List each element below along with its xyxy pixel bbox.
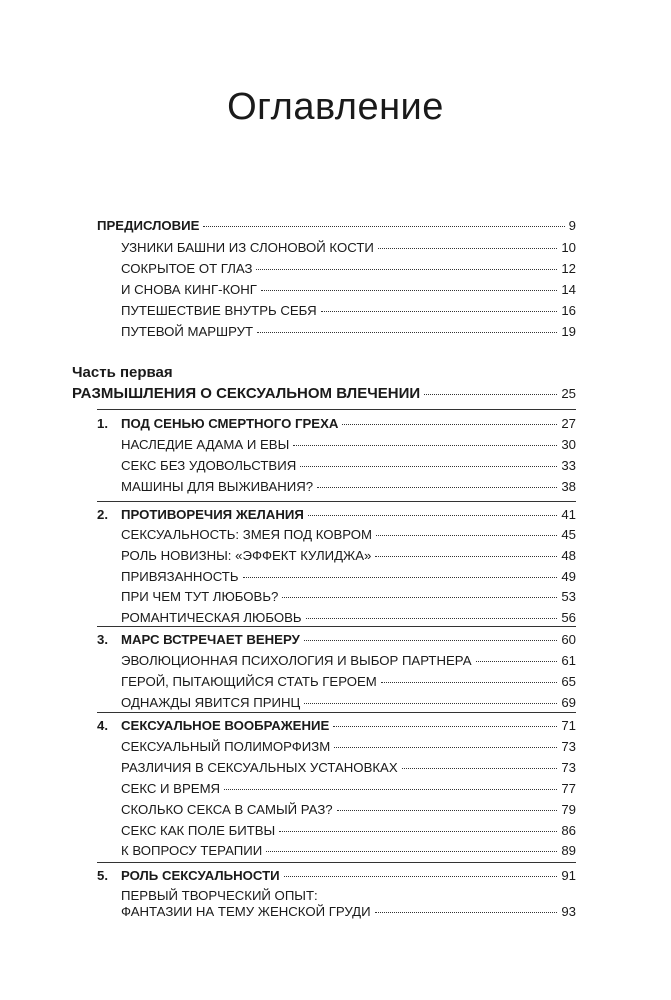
toc-entry-page: 9: [568, 218, 576, 233]
dot-leader: [304, 703, 557, 704]
chapter-title: РОЛЬ СЕКСУАЛЬНОСТИ: [121, 868, 280, 883]
toc-entry-page: 38: [561, 479, 576, 494]
toc-entry[interactable]: [121, 843, 576, 859]
toc-entry-label: ЭВОЛЮЦИОННАЯ ПСИХОЛОГИЯ И ВЫБОР ПАРТНЕРА: [121, 653, 472, 668]
dot-leader: [261, 290, 557, 291]
dot-leader: [293, 445, 557, 446]
toc-entry-label: ПРИ ЧЕМ ТУТ ЛЮБОВЬ?: [121, 589, 279, 604]
toc-entry-page: 27: [561, 416, 576, 431]
toc-entry-page: 49: [561, 569, 576, 584]
toc-entry[interactable]: [121, 589, 576, 605]
chapter-number: 4.: [97, 718, 108, 733]
dot-leader: [257, 332, 557, 333]
toc-entry[interactable]: [121, 823, 576, 839]
toc-entry[interactable]: [121, 802, 576, 818]
toc-entry-page: 53: [561, 589, 576, 604]
toc-entry[interactable]: [121, 458, 576, 474]
part-title: РАЗМЫШЛЕНИЯ О СЕКСУАЛЬНОМ ВЛЕЧЕНИИ: [72, 385, 421, 402]
toc-entry-label: СЕКСУАЛЬНОСТЬ: ЗМЕЯ ПОД КОВРОМ: [121, 527, 373, 542]
toc-entry-page: 14: [561, 282, 576, 297]
toc-entry[interactable]: [121, 437, 576, 453]
dot-leader: [256, 269, 557, 270]
toc-entry-label: СЕКС И ВРЕМЯ: [121, 781, 221, 796]
toc-entry-label: СЕКСУАЛЬНЫЙ ПОЛИМОРФИЗМ: [121, 739, 331, 754]
dot-leader: [317, 487, 557, 488]
toc-entry-page: 12: [561, 261, 576, 276]
dot-leader: [402, 768, 558, 769]
toc-entry-label: МАШИНЫ ДЛЯ ВЫЖИВАНИЯ?: [121, 479, 314, 494]
dot-leader: [284, 876, 558, 877]
toc-entry-label: К ВОПРОСУ ТЕРАПИИ: [121, 843, 263, 858]
toc-entry-page: 77: [561, 781, 576, 796]
divider: [97, 712, 576, 713]
toc-entry-label: РОЛЬ НОВИЗНЫ: «ЭФФЕКТ КУЛИДЖА»: [121, 548, 372, 563]
toc-entry-label: СОКРЫТОЕ ОТ ГЛАЗ: [121, 261, 253, 276]
chapter-title: ПОД СЕНЬЮ СМЕРТНОГО ГРЕХА: [121, 416, 339, 431]
toc-entry[interactable]: [121, 569, 576, 585]
toc-chapter-4[interactable]: [97, 718, 576, 734]
dot-leader: [381, 682, 558, 683]
dot-leader: [279, 831, 557, 832]
toc-entry-page: 79: [561, 802, 576, 817]
toc-entry-label: СКОЛЬКО СЕКСА В САМЫЙ РАЗ?: [121, 802, 333, 817]
toc-entry-label: РОМАНТИЧЕСКАЯ ЛЮБОВЬ: [121, 610, 302, 625]
dot-leader: [375, 912, 558, 913]
toc-entry-page: 71: [561, 718, 576, 733]
chapter-title: МАРС ВСТРЕЧАЕТ ВЕНЕРУ: [121, 632, 300, 647]
toc-entry[interactable]: [121, 240, 576, 256]
toc-entry-page: 16: [561, 303, 576, 318]
toc-entry[interactable]: [121, 695, 576, 711]
toc-entry-label: УЗНИКИ БАШНИ ИЗ СЛОНОВОЙ КОСТИ: [121, 240, 374, 255]
dot-leader: [334, 747, 557, 748]
toc-entry-page: 91: [561, 868, 576, 883]
toc-entry-page: 61: [561, 653, 576, 668]
toc-entry[interactable]: [121, 324, 576, 340]
toc-entry-label: ПРИВЯЗАННОСТЬ: [121, 569, 239, 584]
dot-leader: [203, 226, 564, 227]
toc-entry-page: 19: [561, 324, 576, 339]
dot-leader: [375, 556, 557, 557]
toc-entry-part[interactable]: [72, 386, 576, 402]
dot-leader: [337, 810, 558, 811]
dot-leader: [376, 535, 557, 536]
toc-entry[interactable]: [121, 548, 576, 564]
chapter-number: 3.: [97, 632, 108, 647]
toc-entry[interactable]: [121, 261, 576, 277]
toc-entry-page: 41: [561, 507, 576, 522]
dot-leader: [378, 248, 557, 249]
dot-leader: [243, 577, 558, 578]
toc-entry-label: ПРЕДИСЛОВИЕ: [97, 218, 200, 233]
chapter-title: ПРОТИВОРЕЧИЯ ЖЕЛАНИЯ: [121, 507, 304, 522]
toc-entry-label: СЕКС КАК ПОЛЕ БИТВЫ: [121, 823, 276, 838]
toc-entry-page: 65: [561, 674, 576, 689]
toc-entry-page: 86: [561, 823, 576, 838]
toc-entry-page: 73: [561, 739, 576, 754]
toc-entry-page: 60: [561, 632, 576, 647]
toc-entry[interactable]: [121, 674, 576, 690]
toc-entry-first-line[interactable]: ПЕРВЫЙ ТВОРЧЕСКИЙ ОПЫТ:: [121, 888, 318, 903]
dot-leader: [321, 311, 558, 312]
divider: [97, 409, 576, 410]
dot-leader: [224, 789, 557, 790]
toc-entry-page: 73: [561, 760, 576, 775]
toc-entry-label: ПУТЕШЕСТВИЕ ВНУТРЬ СЕБЯ: [121, 303, 317, 318]
toc-chapter-5[interactable]: [97, 868, 576, 884]
toc-chapter-2[interactable]: [97, 507, 576, 523]
toc-entry-label: СЕКС БЕЗ УДОВОЛЬСТВИЯ: [121, 458, 297, 473]
toc-entry[interactable]: [121, 904, 576, 920]
page-title: Оглавление: [227, 86, 444, 128]
toc-entry[interactable]: [121, 282, 576, 298]
divider: [97, 501, 576, 502]
dot-leader: [342, 424, 557, 425]
toc-entry[interactable]: [121, 781, 576, 797]
dot-leader: [300, 466, 557, 467]
toc-chapter-1[interactable]: [97, 416, 576, 432]
toc-entry-label: ПУТЕВОЙ МАРШРУТ: [121, 324, 254, 339]
toc-entry-label: ФАНТАЗИИ НА ТЕМУ ЖЕНСКОЙ ГРУДИ: [121, 904, 371, 919]
dot-leader: [306, 618, 558, 619]
toc-entry-page: 56: [561, 610, 576, 625]
toc-entry-page: 25: [561, 386, 576, 401]
divider: [97, 862, 576, 863]
toc-entry-preface[interactable]: [97, 218, 576, 234]
toc-entry-label: И СНОВА КИНГ-КОНГ: [121, 282, 257, 297]
chapter-number: 1.: [97, 416, 108, 431]
toc-entry[interactable]: [121, 610, 576, 626]
toc-entry-label: РАЗЛИЧИЯ В СЕКСУАЛЬНЫХ УСТАНОВКАХ: [121, 760, 398, 775]
divider: [97, 626, 576, 627]
toc-entry[interactable]: [121, 653, 576, 669]
chapter-title: СЕКСУАЛЬНОЕ ВООБРАЖЕНИЕ: [121, 718, 330, 733]
dot-leader: [333, 726, 557, 727]
toc-entry-page: 89: [561, 843, 576, 858]
toc-entry-page: 48: [561, 548, 576, 563]
toc-entry[interactable]: [121, 527, 576, 543]
toc-entry-page: 45: [561, 527, 576, 542]
dot-leader: [282, 597, 557, 598]
dot-leader: [304, 640, 558, 641]
toc-entry-page: 30: [561, 437, 576, 452]
toc-entry-label: НАСЛЕДИЕ АДАМА И ЕВЫ: [121, 437, 290, 452]
toc-entry[interactable]: [121, 760, 576, 776]
chapter-number: 5.: [97, 868, 108, 883]
dot-leader: [476, 661, 558, 662]
toc-entry-page: 33: [561, 458, 576, 473]
dot-leader: [308, 515, 558, 516]
toc-entry-page: 10: [561, 240, 576, 255]
part-label: Часть первая: [72, 364, 173, 381]
toc-entry[interactable]: [121, 739, 576, 755]
toc-entry-page: 93: [561, 904, 576, 919]
toc-entry[interactable]: [121, 303, 576, 319]
dot-leader: [266, 851, 557, 852]
chapter-number: 2.: [97, 507, 108, 522]
toc-entry-label: ОДНАЖДЫ ЯВИТСЯ ПРИНЦ: [121, 695, 301, 710]
toc-chapter-3[interactable]: [97, 632, 576, 648]
toc-entry[interactable]: [121, 479, 576, 495]
toc-entry-page: 69: [561, 695, 576, 710]
dot-leader: [424, 394, 557, 395]
toc-entry-label: ГЕРОЙ, ПЫТАЮЩИЙСЯ СТАТЬ ГЕРОЕМ: [121, 674, 377, 689]
